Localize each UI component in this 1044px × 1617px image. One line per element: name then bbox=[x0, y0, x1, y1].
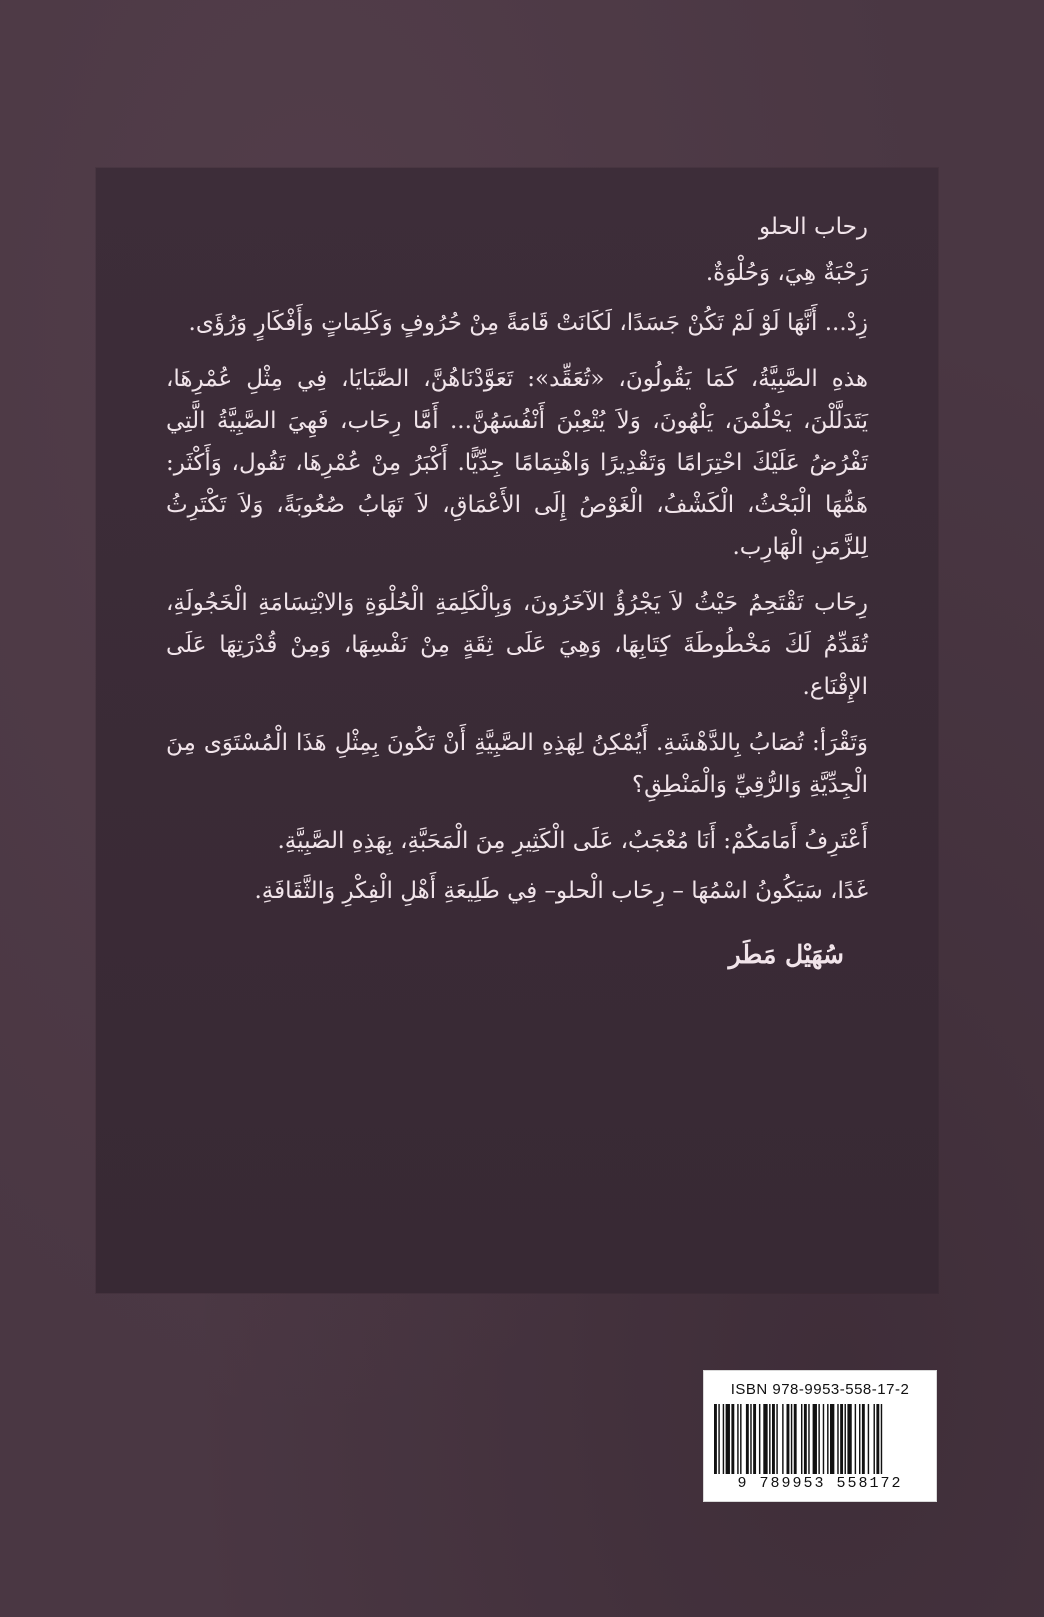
barcode-bar bbox=[787, 1404, 790, 1474]
barcode-bar bbox=[759, 1404, 760, 1474]
barcode-bar bbox=[801, 1404, 802, 1474]
barcode-bar bbox=[855, 1404, 856, 1474]
barcode-bar bbox=[737, 1404, 738, 1474]
barcode-bar bbox=[808, 1404, 809, 1474]
barcode-bar bbox=[750, 1404, 751, 1474]
barcode-bars bbox=[712, 1404, 930, 1474]
barcode-bar bbox=[847, 1404, 851, 1474]
barcode-bar bbox=[830, 1404, 834, 1474]
barcode-bar bbox=[726, 1404, 730, 1474]
book-author-name: رحاب الحلو bbox=[758, 214, 868, 240]
barcode-bar bbox=[840, 1404, 843, 1474]
barcode-bar bbox=[769, 1404, 770, 1474]
barcode-bar bbox=[794, 1404, 797, 1474]
barcode-bar bbox=[859, 1404, 860, 1474]
blurb-paragraph: زِدْ... أَنَّهَا لَوْ لَمْ تَكُنْ جَسَدًا، لَكَانَتْ قَامَةً مِنْ حُرُوفٍ وَكَلِمَاتٍ وَأَفْكَارٍ وَرُؤَى. bbox=[188, 310, 868, 336]
blurb-paragraph: هذهِ الصَّبِيَّةُ، كَمَا يَقُولُونَ، «تُعَقِّد»: تَعَوَّدْنَاهُنَّ، الصَّبَايَا، فِي مِثْلِ عُمْرِهَا، يَتَدَلَّلْنَ، يَحْلُمْنَ، يَلْهُونَ، وَلاَ يُتْعِبْنَ أَنْفُسَهُنَّ... أَمَّا رِحَاب، فَهِيَ الصَّبِيَّةُ الَّتِي تَفْرُضُ عَلَيْكَ احْتِرَامًا وَتَقْدِيرًا وَاهْتِمَامًا جِدِّيًّا. أَكْبَرُ مِنْ عُمْرِهَا، تَقُول، وَأَكْثَر: هَمُّهَا الْبَحْثُ، الْكَشْفُ، الْغَوْصُ إِلَى الأَعْمَاقِ، لاَ تَهَابُ صُعُوبَةً، وَلاَ تَكْتَرِثُ لِلزَّمَنِ الْهَارِب. bbox=[166, 366, 868, 560]
barcode-bar bbox=[753, 1404, 756, 1474]
barcode-bar bbox=[740, 1404, 741, 1474]
barcode-bar bbox=[731, 1404, 734, 1474]
barcode-bar bbox=[746, 1404, 749, 1474]
blurb-paragraph: أَعْتَرِفُ أَمَامَكُمْ: أَنَا مُعْجَبٌ، عَلَى الْكَثِيرِ مِنَ الْمَحَبَّةِ، بِهَذِهِ الصَّبِيَّةِ. bbox=[277, 828, 868, 854]
barcode-bar bbox=[718, 1404, 719, 1474]
barcode-bar bbox=[776, 1404, 777, 1474]
barcode-bar bbox=[714, 1404, 717, 1474]
barcode-bar bbox=[813, 1404, 817, 1474]
barcode-bar bbox=[723, 1404, 724, 1474]
barcode-digits: 9 789953 558172 bbox=[737, 1475, 903, 1492]
barcode-bar bbox=[837, 1404, 838, 1474]
barcode-bar bbox=[823, 1404, 824, 1474]
barcode-bar bbox=[868, 1404, 869, 1474]
barcode-bar bbox=[845, 1404, 846, 1474]
barcode-bar bbox=[782, 1404, 783, 1474]
blurb-paragraph: وَتَقْرَأ: تُصَابُ بِالدَّهْشَةِ. أَيُمْكِنُ لِهَذِهِ الصَّبِيَّةِ أَنْ تَكُونَ بِمِثْلِ هَذَا الْمُسْتَوَى مِنَ الْجِدِّيَّةِ وَالرُّقِيِّ وَالْمَنْطِقِ؟ bbox=[166, 730, 868, 798]
barcode-bar bbox=[874, 1404, 875, 1474]
barcode-bar bbox=[772, 1404, 775, 1474]
barcode-bar bbox=[827, 1404, 828, 1474]
barcode-bar bbox=[876, 1404, 879, 1474]
blurb-paragraph: غَدًا، سَيَكُونُ اسْمُهَا – رِحَاب الْحلو– فِي طَلِيعَةِ أَهْلِ الْفِكْرِ وَالثَّقَافَةِ. bbox=[254, 878, 868, 904]
blurb-paragraph: رِحَاب تَقْتَحِمُ حَيْثُ لاَ يَجْرُؤُ الآخَرُونَ، وَبِالْكَلِمَةِ الْحُلْوَةِ وَالابْتِسَامَةِ الْخَجُولَةِ، تُقَدِّمُ لَكَ مَخْطُوطَةَ كِتَابِهَا، وَهِيَ عَلَى ثِقَةٍ مِنْ نَفْسِهَا، وَمِنْ قُدْرَتِهَا عَلَى الإِقْنَاع. bbox=[166, 590, 868, 700]
barcode-bar bbox=[818, 1404, 819, 1474]
blurb-panel bbox=[96, 168, 938, 1293]
barcode-bar bbox=[763, 1404, 767, 1474]
barcode-bar bbox=[804, 1404, 807, 1474]
barcode-bar bbox=[862, 1404, 865, 1474]
barcode-bar bbox=[791, 1404, 792, 1474]
barcode-bar bbox=[881, 1404, 882, 1474]
isbn-barcode bbox=[703, 1370, 937, 1502]
isbn-label: ISBN 978-9953-558-17-2 bbox=[730, 1381, 910, 1398]
blurb-signature: سُهَيْل مَطَر bbox=[728, 940, 844, 969]
blurb-paragraph: رَحْبَةٌ هِيَ، وَحُلْوَةٌ. bbox=[705, 260, 868, 286]
